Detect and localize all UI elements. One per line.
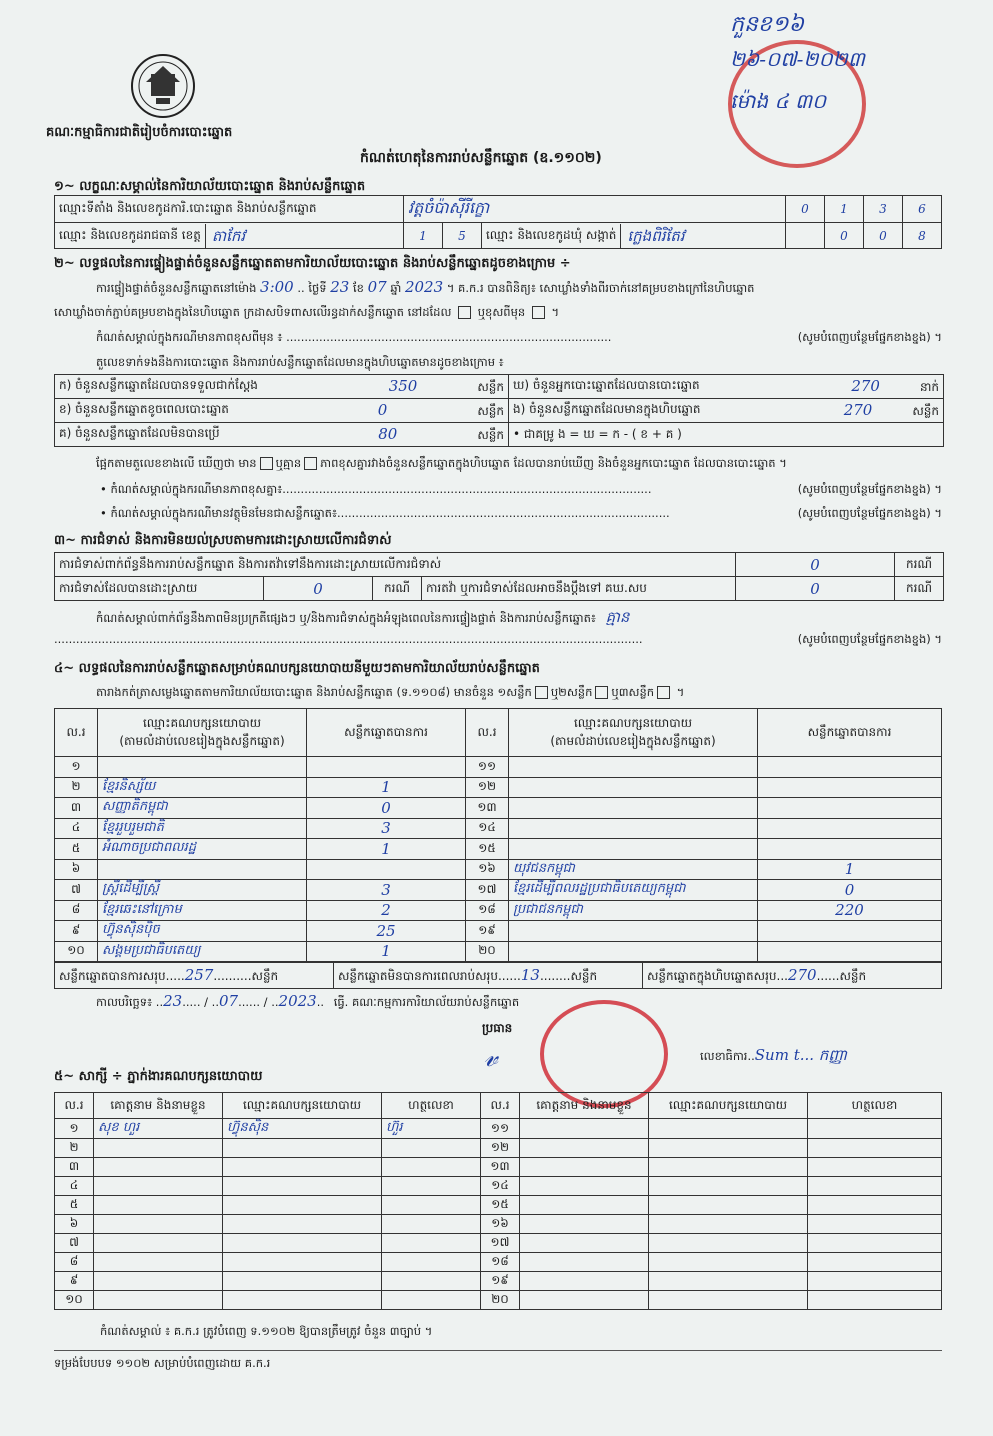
counts-table: ក) ចំនួនសន្លឹកឆ្នោតដែលបានទទួលជាក់ស្តែង 350 សន្លឹក ឃ) ចំនួនអ្នកបោះឆ្នោតដែលបានបោះឆ្នោត 270 នាក់ ខ) ចំនួនសន្លឹកឆ្នោតខូចពេលបោះឆ្នោត 0 សន្លឹក ង) ចំនួនសន្លឹកឆ្នោតដែលមានក្នុងហិបឆ្នោត 270 សន្លឹក គ) ចំនួនសន្លឹកឆ្នោតដែលមិនបានប្រើ 80 សន្លឹក • ជាគម្រូ ង = ឃ = ក - ( ខ + គ ) [54, 374, 944, 447]
chair-label: ប្រធាន [482, 1021, 513, 1035]
party-no: ១១ [466, 757, 509, 778]
witness-no: ២ [55, 1139, 94, 1158]
col-votes-right: សន្លឹកឆ្នោតបានការ [758, 709, 942, 757]
party-no: ១៩ [466, 921, 509, 942]
witness-party [223, 1272, 382, 1291]
party-name: ខ្មែរឆេះនៅក្រោម [98, 900, 307, 921]
section4-heading: ៤~ លទ្ធផលនៃការរាប់សន្លឹកឆ្នោតសម្រាប់គណបក្សនយោបាយនីមួយៗតាមការិយាល័យរាប់សន្លឹកឆ្នោត [54, 661, 540, 676]
witness-party [649, 1177, 808, 1196]
witness-signature: ហ៊ួរ [382, 1119, 481, 1139]
witness-signature [808, 1291, 942, 1310]
witness-party [649, 1253, 808, 1272]
witness-no: ១៥ [481, 1196, 520, 1215]
party-votes [307, 757, 466, 778]
section2-line5: ផ្អែកតាមតួលេខខាងលើ ឃើញថា មាន ឬគ្មាន ភាពខុសគ្នារវាងចំនួនសន្លឹកឆ្នោតក្នុងហិបឆ្នោត ដែលបានរាប់ឃើញ និងចំនួនអ្នកបោះឆ្នោត ដែលបានបោះឆ្នោត ។ [96, 456, 787, 470]
witness-party [223, 1158, 382, 1177]
resolved-count: 0 [264, 577, 373, 601]
witness-no: ៧ [55, 1234, 94, 1253]
witness-no: ១២ [481, 1139, 520, 1158]
party-no: ១៤ [466, 818, 509, 839]
witness-no: ១ [55, 1119, 94, 1139]
party-name [509, 839, 758, 860]
party-votes: 220 [758, 900, 942, 921]
witness-party [649, 1196, 808, 1215]
location-code-1: 0 [786, 196, 825, 223]
table-row [55, 1234, 942, 1253]
table-row [55, 1291, 942, 1310]
stamp-note-3: ម៉ោង ៤ ៣០ [730, 89, 827, 113]
party-name: ខ្មែរដើម្បីពលរដ្ឋប្រជាធិបតេយ្យកម្ពុជា [509, 880, 758, 901]
table-row [55, 839, 942, 860]
committee-name: គណៈកម្មាធិការជាតិរៀបចំការបោះឆ្នោត [46, 125, 233, 140]
section2-line4: តួលេខទាក់ទងនឹងការបោះឆ្នោត និងការរាប់សន្លឹកឆ្នោតដែលមានក្នុងហិបឆ្នោតមានដូចខាងក្រោម ៖ [96, 355, 504, 369]
commune-code-1: 0 [825, 223, 864, 249]
province-code-1: 1 [404, 223, 443, 249]
party-name: ស្ត្រីដើម្បីស្ត្រី [98, 880, 307, 901]
fill-note-3: (សូមបំពេញបន្ថែមផ្នែកខាងខ្នង) ។ [797, 506, 942, 520]
section5-heading: ៥~ សាក្សី ÷ ភ្នាក់ងារគណបក្សនយោបាយ [54, 1069, 263, 1084]
party-votes [758, 839, 942, 860]
objections-table: ការជំទាស់ពាក់ព័ន្ធនឹងការរាប់សន្លឹកឆ្នោត និងការតវ៉ាទៅនឹងការដោះស្រាយលើការជំទាស់ 0 ករណី ការជំទាស់ដែលបានដោះស្រាយ 0 ករណី ការតវ៉ា ឬការជំទាស់ដែលអាចនឹងប្តឹងទៅ គឃ.សប 0 ករណី [54, 552, 944, 601]
witness-party [223, 1139, 382, 1158]
table-row [55, 1177, 942, 1196]
different-checkbox[interactable] [532, 306, 545, 319]
check-day: 23 [330, 278, 350, 296]
party-no: ៨ [55, 900, 98, 921]
section3-heading: ៣~ ការជំទាស់ និងការមិនយល់ស្របតាមការដោះស្រាយលើការជំទាស់ [54, 533, 392, 548]
commune-label: ឈ្មោះ និងលេខកូដឃុំ សង្កាត់ [486, 227, 617, 242]
witness-name [94, 1234, 223, 1253]
date-day: 23 [163, 992, 183, 1010]
party-name: ប្រជាជនកម្ពុជា [509, 900, 758, 921]
witness-party [649, 1291, 808, 1310]
party-no: ៣ [55, 798, 98, 819]
table-row [55, 757, 942, 778]
nec-logo [128, 52, 198, 120]
no-diff-checkbox[interactable] [304, 457, 317, 470]
party-name: ហ៊្វុនស៊ិនប៉ិច [98, 921, 307, 942]
location-code-4: 6 [903, 196, 942, 223]
witness-name [520, 1158, 649, 1177]
witness-no: ១១ [481, 1119, 520, 1139]
witness-name [94, 1215, 223, 1234]
date-year: 2023 [278, 992, 317, 1010]
party-no: ៩ [55, 921, 98, 942]
witness-name: សុខ ហួរ [94, 1119, 223, 1139]
check-year: 2023 [404, 278, 444, 296]
party-name: អំណាចប្រជាពលរដ្ឋ [98, 839, 307, 860]
location-code-3: 3 [864, 196, 903, 223]
section2-line2: សោឃ្លាំងចាក់ភ្ជាប់គម្របខាងក្នុងនៃហិបឆ្នោត ក្រដាសបិទពាសលើរន្ធដាក់សន្លឹកឆ្នោត នៅដដែល ឬខុសពីមុន ។ [54, 305, 560, 319]
party-votes: 1 [758, 859, 942, 880]
chair-signature: 𝓋 [484, 1040, 498, 1073]
witness-signature [382, 1158, 481, 1177]
table-row [55, 1139, 942, 1158]
table-row [55, 1119, 942, 1139]
party-name: សង្គមប្រជាធិបតេយ្យ [98, 941, 307, 962]
party-votes: 0 [307, 798, 466, 819]
party-no: ១២ [466, 777, 509, 798]
party-name [509, 798, 758, 819]
table-row [55, 941, 942, 962]
date-month: 07 [219, 992, 239, 1010]
party-no: ៥ [55, 839, 98, 860]
witness-party [649, 1272, 808, 1291]
sheets-2-checkbox[interactable] [595, 686, 608, 699]
witness-name [94, 1253, 223, 1272]
table-row [55, 921, 942, 942]
witness-signature [382, 1291, 481, 1310]
voters-count: 270 [851, 376, 880, 395]
witness-no: ៨ [55, 1253, 94, 1272]
totals-table: សន្លឹកឆ្នោតបានការសរុប.....257..........សន្លឹក សន្លឹកឆ្នោតមិនបានការពេលរាប់សរុប......13........សន្លឹក សន្លឹកឆ្នោតក្នុងហិបឆ្នោតសរុប...270......សន្លឹក [54, 962, 942, 989]
witness-name [94, 1139, 223, 1158]
fill-note-4: (សូមបំពេញបន្ថែមផ្នែកខាងខ្នង) ។ [797, 632, 942, 646]
table-row [55, 1158, 942, 1177]
table-row [55, 1196, 942, 1215]
witness-signature [382, 1139, 481, 1158]
witness-no: ១៨ [481, 1253, 520, 1272]
stamp-note-1: កួនខ១៦ [730, 12, 805, 37]
witness-party [223, 1196, 382, 1215]
witness-no: ៤ [55, 1177, 94, 1196]
party-name [509, 818, 758, 839]
table-row [55, 818, 942, 839]
table-row [55, 1253, 942, 1272]
sheets-1-checkbox[interactable] [535, 686, 548, 699]
witness-party [649, 1119, 808, 1139]
party-votes: 25 [307, 921, 466, 942]
witness-signature [808, 1196, 942, 1215]
witness-name [520, 1291, 649, 1310]
witness-name [520, 1139, 649, 1158]
stamp-note-2: ២៦-០៧-២០២៣ [730, 47, 865, 71]
form-title: កំណត់ហេតុនៃការរាប់សន្លឹកឆ្នោត (ឧ.១១០២) [360, 150, 602, 166]
table-row [55, 859, 942, 880]
witness-name [520, 1272, 649, 1291]
witness-signature [382, 1253, 481, 1272]
witness-no: ៥ [55, 1196, 94, 1215]
party-name: សញ្ញាតិកម្ពុជា [98, 798, 307, 819]
party-no: ២០ [466, 941, 509, 962]
witness-name [520, 1196, 649, 1215]
party-votes: 0 [758, 880, 942, 901]
col-party-right: ឈ្មោះគណបក្សនយោបាយ (តាមលំដាប់លេខរៀងក្នុងសន្លឹកឆ្នោត) [509, 709, 758, 757]
footer-divider [54, 1350, 942, 1351]
location-label: ឈ្មោះទីតាំង និងលេខកូដការិ.បោះឆ្នោត និងរាប់សន្លឹកឆ្នោត [55, 196, 404, 223]
witness-name [94, 1177, 223, 1196]
table-row [55, 900, 942, 921]
witness-signature [808, 1158, 942, 1177]
table-row [55, 1272, 942, 1291]
witness-signature [808, 1139, 942, 1158]
witness-party [223, 1253, 382, 1272]
witness-no: ៩ [55, 1272, 94, 1291]
party-votes: 1 [307, 839, 466, 860]
witness-signature [382, 1215, 481, 1234]
witness-party [223, 1177, 382, 1196]
secretary-line: លេខាធិការ..Sum t... កញ្ញា [700, 1046, 848, 1064]
check-month: 07 [367, 278, 387, 296]
witness-name [520, 1215, 649, 1234]
section3-fill: ................................................................................................................................................................. (សូមបំពេញបន្ថែមផ្នែកខាងខ្នង) ។ [54, 632, 942, 646]
party-no: ១៦ [466, 859, 509, 880]
received-ballots: 350 [388, 376, 418, 395]
party-name [509, 777, 758, 798]
witness-table: ល.រ គោត្តនាម និងនាមខ្លួន ឈ្មោះគណបក្សនយោបាយ ហត្ថលេខា ល.រ គោត្តនាម និងនាមខ្លួន ឈ្មោះគណបក្សនយោបាយ ហត្ថលេខា ១ សុខ ហួរ ហ៊្វុនស៊ិន ហ៊ួរ ១១ ២ ១២ ៣ ១៣ ៤ ១៤ ៥ ១៥ ៦ ១៦ ៧ ១៧ ៨ ១៨ ៩ ១៩ ១០ ២០ [54, 1092, 942, 1310]
has-diff-checkbox[interactable] [260, 457, 273, 470]
witness-name [94, 1196, 223, 1215]
witness-signature [808, 1272, 942, 1291]
party-no: ៤ [55, 818, 98, 839]
col-votes-left: សន្លឹកឆ្នោតបានការ [307, 709, 466, 757]
witness-no: ១០ [55, 1291, 94, 1310]
party-votes [758, 757, 942, 778]
section1-heading: ១~ លក្ខណៈសម្គាល់នៃការិយាល័យបោះឆ្នោត និងរាប់សន្លឹកឆ្នោត [54, 179, 366, 194]
party-name: យុវជនកម្ពុជា [509, 859, 758, 880]
section2-line1: ការផ្ទៀងផ្ទាត់ចំនួនសន្លឹកឆ្នោតនៅម៉ោង 3:00 .. ថ្ងៃទី 23 ខែ 07 ឆ្នាំ 2023 ។ គ.ក.រ បានពិនិត្យ៖ សោឃ្លាំងទាំងពីរចាក់នៅគម្របខាងក្រៅនៃហិបឆ្នោត [96, 278, 755, 296]
commune-value: ក្លេងពិរិតែវ [620, 224, 785, 248]
col-no-left: ល.រ [55, 709, 98, 757]
witness-signature [382, 1272, 481, 1291]
party-no: ១ [55, 757, 98, 778]
party-name [509, 941, 758, 962]
party-name: ខ្មែររួបរួមជាតិ [98, 818, 307, 839]
section2-heading: ២~ លទ្ធផលនៃការផ្ទៀងផ្ទាត់ចំនួនសន្លឹកឆ្នោតតាមការិយាល័យបោះឆ្នោត និងរាប់សន្លឹកឆ្នោតដូចខាងក្រោម ÷ [54, 256, 571, 271]
witness-signature [808, 1234, 942, 1253]
witness-no: ១៧ [481, 1234, 520, 1253]
party-votes [758, 941, 942, 962]
witness-name [520, 1253, 649, 1272]
party-name: ខ្មែរនិស្ស័យ [98, 777, 307, 798]
section2-line3: កំណត់សម្គាល់ក្នុងករណីមានភាពខុសពីមុន ៖ ......................................................................................... (សូមបំពេញបន្ថែមផ្នែកខាងខ្នង) ។ [96, 330, 946, 347]
witness-no: ១៣ [481, 1158, 520, 1177]
formula: • ជាគម្រូ ង = ឃ = ក - ( ខ + គ ) [509, 423, 944, 447]
witness-party: ហ៊្វុនស៊ិន [223, 1119, 382, 1139]
witness-name [520, 1177, 649, 1196]
witness-signature [808, 1215, 942, 1234]
witness-party [223, 1234, 382, 1253]
witness-party [223, 1215, 382, 1234]
table-row [55, 798, 942, 819]
party-no: ៦ [55, 859, 98, 880]
sheets-3-checkbox[interactable] [657, 686, 670, 699]
party-votes [758, 777, 942, 798]
fill-note-1: (សូមបំពេញបន្ថែមផ្នែកខាងខ្នង) ។ [797, 330, 942, 344]
section3-note: កំណត់សម្គាល់ពាក់ព័ន្ធនឹងភាពមិនប្រក្រតីផ្សេងៗ ឬ/និងការជំទាស់ក្នុងអំឡុងពេលនៃការផ្ទៀងផ្ទាត់ និងការរាប់សន្លឹកឆ្នោត៖ គ្មាន [96, 608, 630, 626]
party-votes [307, 859, 466, 880]
commune-code-2: 0 [864, 223, 903, 249]
location-value: វត្តចំប៉ាសុីរីក្ខោ [404, 196, 786, 223]
location-code-2: 1 [825, 196, 864, 223]
party-no: ១៥ [466, 839, 509, 860]
section4-intro: តារាងកត់ត្រាសម្លេងឆ្នោតតាមការិយាល័យបោះឆ្នោត និងរាប់សន្លឹកឆ្នោត (ទ.១១០៨) មានចំនួន ១សន្លឹក ឬ២សន្លឹក ឬ៣សន្លឹក ។ [96, 685, 685, 699]
party-votes: 3 [307, 818, 466, 839]
witness-no: ១៦ [481, 1215, 520, 1234]
party-name [509, 921, 758, 942]
section1-table [54, 195, 942, 249]
witness-name [520, 1119, 649, 1139]
province-code-2: 5 [443, 223, 482, 249]
appeal-count: 0 [736, 577, 895, 601]
party-votes [758, 921, 942, 942]
same-checkbox[interactable] [458, 306, 471, 319]
check-time: 3:00 [260, 278, 294, 296]
party-no: ១៧ [466, 880, 509, 901]
party-votes: 1 [307, 941, 466, 962]
party-name [98, 859, 307, 880]
total-invalid: 13 [520, 965, 540, 984]
irregularity-note: គ្មាន [605, 608, 630, 626]
table-row [55, 880, 942, 901]
witness-name [94, 1291, 223, 1310]
party-no: ១៣ [466, 798, 509, 819]
ballots-in-box: 270 [843, 400, 873, 419]
table-row [55, 777, 942, 798]
witness-signature [808, 1119, 942, 1139]
fill-note-2: (សូមបំពេញបន្ថែមផ្នែកខាងខ្នង) ។ [797, 482, 942, 496]
total-valid: 257 [184, 965, 214, 984]
party-votes: 3 [307, 880, 466, 901]
witness-name [520, 1234, 649, 1253]
province-label: ឈ្មោះ និងលេខកូដរាជធានី ខេត្ត [59, 227, 201, 242]
party-votes: 1 [307, 777, 466, 798]
objections-count: 0 [736, 553, 895, 577]
witness-party [223, 1291, 382, 1310]
commune-code-3: 8 [903, 223, 942, 249]
secretary-signature: Sum t... កញ្ញា [754, 1046, 848, 1064]
party-no: ១៨ [466, 900, 509, 921]
section2-line7: • កំណត់សម្គាល់ក្នុងករណីមានវត្ថុមិនមែនជាសន្លឹកឆ្នោត៖........................................................................................... (សូមបំពេញបន្ថែមផ្នែកខាងខ្នង) ។ [100, 506, 942, 523]
spoiled-ballots: 0 [377, 400, 388, 419]
witness-no: ៣ [55, 1158, 94, 1177]
witness-party [649, 1158, 808, 1177]
party-votes: 2 [307, 900, 466, 921]
party-no: ១០ [55, 941, 98, 962]
witness-party [649, 1215, 808, 1234]
party-votes [758, 818, 942, 839]
party-no: ៧ [55, 880, 98, 901]
witness-name [94, 1272, 223, 1291]
party-votes [758, 798, 942, 819]
table-row [55, 1215, 942, 1234]
section5-note: កំណត់សម្គាល់ ៖ គ.ក.រ ត្រូវបំពេញ ទ.១១០២ ឱ្យបានត្រឹមត្រូវ ចំនួន ៣ច្បាប់ ។ [100, 1324, 433, 1338]
witness-no: ២០ [481, 1291, 520, 1310]
witness-party [649, 1139, 808, 1158]
witness-signature [382, 1177, 481, 1196]
witness-signature [382, 1234, 481, 1253]
date-line: កាលបរិច្ឆេទ៖ ..23..... / ..07...... / ..2023.. ធ្វើ. គណៈកម្មការការិយាល័យរាប់សន្លឹកឆ្នោត [96, 992, 520, 1010]
witness-signature [808, 1253, 942, 1272]
witness-signature [808, 1177, 942, 1196]
unused-ballots: 80 [378, 424, 398, 443]
party-name [509, 757, 758, 778]
witness-no: ១៩ [481, 1272, 520, 1291]
objections-label: ការជំទាស់ពាក់ព័ន្ធនឹងការរាប់សន្លឹកឆ្នោត និងការតវ៉ាទៅនឹងការដោះស្រាយលើការជំទាស់ [55, 553, 736, 577]
col-no-right: ល.រ [466, 709, 509, 757]
witness-no: ៦ [55, 1215, 94, 1234]
footer-form-ref: ទម្រង់បែបបទ ១១០២ សម្រាប់បំពេញដោយ គ.ក.រ [54, 1356, 271, 1370]
witness-signature [382, 1196, 481, 1215]
party-name [98, 757, 307, 778]
results-table [54, 708, 942, 962]
col-party-left: ឈ្មោះគណបក្សនយោបាយ (តាមលំដាប់លេខរៀងក្នុងសន្លឹកឆ្នោត) [98, 709, 307, 757]
total-in-box: 270 [787, 965, 817, 984]
witness-name [94, 1158, 223, 1177]
province-value: តាកែវ [205, 224, 403, 248]
witness-no: ១៤ [481, 1177, 520, 1196]
section2-line6: • កំណត់សម្គាល់ក្នុងករណីមានភាពខុសគ្នា៖..................................................................................................... (សូមបំពេញបន្ថែមផ្នែកខាងខ្នង) ។ [100, 482, 942, 499]
party-no: ២ [55, 777, 98, 798]
witness-party [649, 1234, 808, 1253]
